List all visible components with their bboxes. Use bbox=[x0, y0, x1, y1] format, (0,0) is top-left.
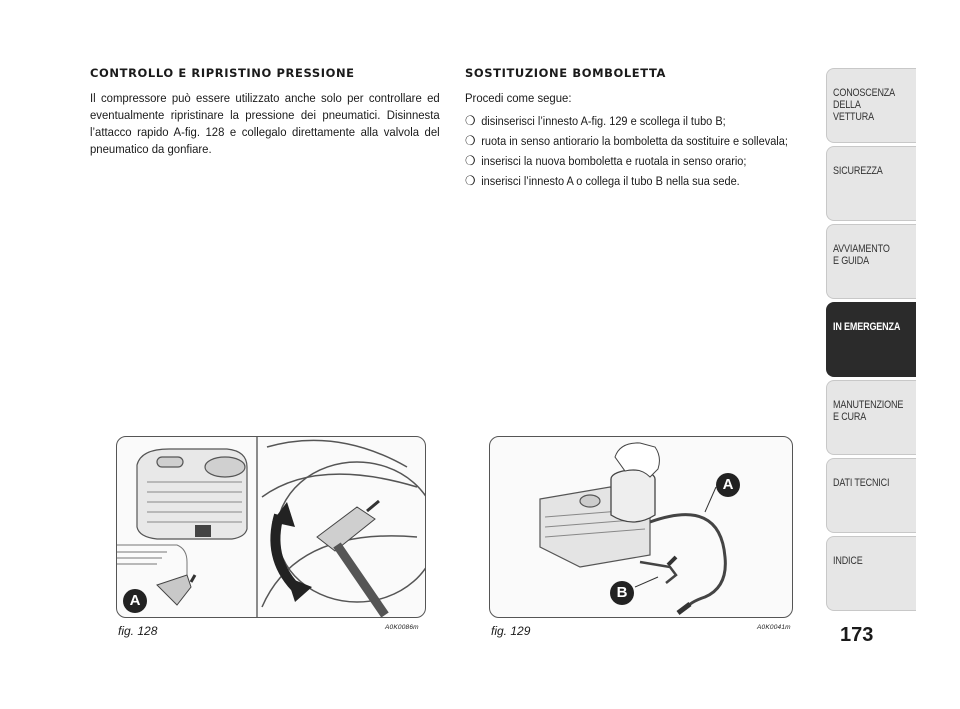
page-number: 173 bbox=[840, 624, 874, 646]
left-column bbox=[90, 66, 440, 158]
steps-list bbox=[465, 111, 820, 191]
pressure-paragraph: Il compressore può essere utilizzato anche solo per controllare ed eventualmente ripristinare la pressione dei pneumatici. Disinnesta l’attacco rapido A-fig. 128 e collegalo direttamente alla valvola del pneumatico da gonfiare. bbox=[90, 91, 440, 156]
section-heading-cartridge: SOSTITUZIONE BOMBOLETTA bbox=[465, 66, 666, 80]
chapter-tabs bbox=[826, 68, 916, 614]
tab-avviamento-e-guida[interactable]: AVVIAMENTO E GUIDA bbox=[826, 224, 916, 299]
callout-a-badge: A bbox=[123, 589, 147, 613]
callout-a-badge: A bbox=[716, 473, 740, 497]
cartridge-replacement-illustration bbox=[490, 437, 792, 617]
tab-in-emergenza[interactable]: IN EMERGENZA bbox=[826, 302, 916, 377]
steps-intro: Procedi come segue: bbox=[465, 91, 572, 105]
compressor-valve-illustration bbox=[117, 437, 425, 617]
figure-129-label: fig. 129 bbox=[491, 624, 531, 638]
list-item: ❍ inserisci la nuova bomboletta e ruotala in senso orario; bbox=[465, 151, 820, 171]
bullet-circle-icon: ❍ bbox=[465, 113, 476, 128]
tab-sicurezza[interactable]: SICUREZZA bbox=[826, 146, 916, 221]
figure-129-code: A0K0041m bbox=[757, 624, 791, 631]
tab-manutenzione-e-cura[interactable]: MANUTENZIONE E CURA bbox=[826, 380, 916, 455]
figure-128-illustration bbox=[116, 436, 426, 618]
list-item: ❍ inserisci l’innesto A o collega il tubo B nella sua sede. bbox=[465, 171, 820, 191]
right-column bbox=[465, 66, 820, 191]
figure-128-label: fig. 128 bbox=[118, 624, 158, 638]
figure-129-illustration bbox=[489, 436, 793, 618]
figure-128-code: A0K0086m bbox=[385, 624, 419, 631]
list-item: ❍ disinserisci l’innesto A-fig. 129 e scollega il tubo B; bbox=[465, 111, 820, 131]
tab-indice[interactable]: INDICE bbox=[826, 536, 916, 611]
bullet-circle-icon: ❍ bbox=[465, 173, 476, 188]
bullet-circle-icon: ❍ bbox=[465, 153, 476, 168]
callout-b-badge: B bbox=[610, 581, 634, 605]
tab-conoscenza-della-vettura[interactable]: CONOSCENZA DELLA VETTURA bbox=[826, 68, 916, 143]
section-heading-pressure: CONTROLLO E RIPRISTINO PRESSIONE bbox=[90, 66, 355, 80]
tab-dati-tecnici[interactable]: DATI TECNICI bbox=[826, 458, 916, 533]
list-item: ❍ ruota in senso antiorario la bomboletta da sostituire e sollevala; bbox=[465, 131, 820, 151]
bullet-circle-icon: ❍ bbox=[465, 133, 476, 148]
